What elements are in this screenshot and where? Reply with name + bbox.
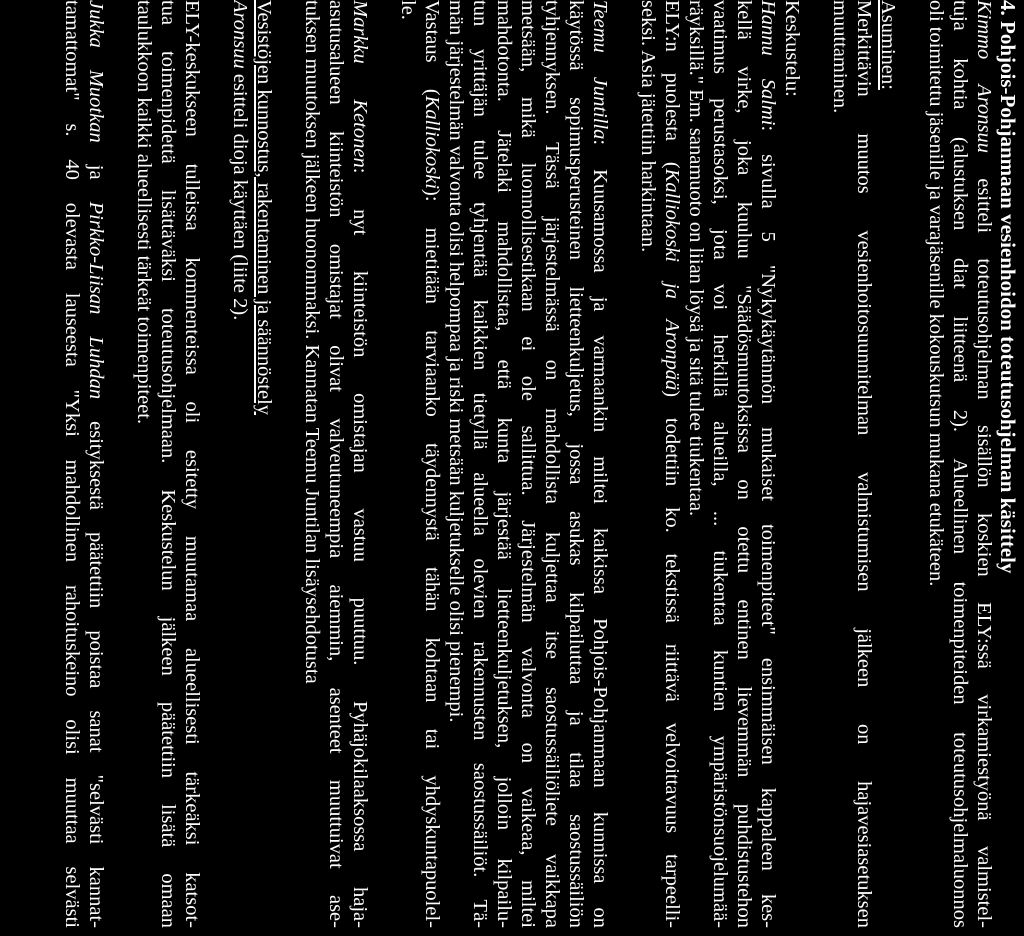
subheading-keskustelu: Keskustelu: — [781, 0, 803, 97]
text-line: ELY:n puolesta (Kalliokoski ja Aronpää) todettiin ko. tekstissä riittävä velvoittavuus tarpeelli- — [661, 0, 683, 928]
spacer — [900, 0, 924, 928]
person-name: Hannu Salmi — [757, 0, 779, 126]
text-line: räyksillä." Em. sanamuoto on liian löysä ja sitä tulee tiukentaa. — [685, 0, 707, 517]
text-line: Hannu Salmi: sivulla 5 "Nykykäytännön mukaiset toimenpiteet" ensimmäisen kappaleen kes- — [757, 0, 779, 928]
text-line: män järjestelmän valvonta olisi helpompaa ja riski metsään kuljetukselle olisi pienempi. — [445, 0, 467, 723]
text-line: Jukka Muotkan ja Pirkko-Liisan Luhdan esityksestä päätettiin poistaa sanat "selvästi kannat- — [85, 0, 107, 928]
spacer — [204, 0, 228, 928]
spacer — [276, 0, 300, 928]
person-name: Kimmo Aronsuu — [973, 0, 995, 153]
text-line: kellä virke, joka kuuluu "Säädösmuutoksissa on otettu entinen lievemmän puhdistustehon — [733, 0, 755, 928]
text-line: ELY-keskukseen tulleissa kommenteissa oli esitetty muutamaa alueellisesti tärkeäksi katsot- — [181, 0, 203, 928]
subheading-vesistot: Vesistöjen kunnostus, rakentaminen ja säännöstely — [253, 0, 275, 416]
section-heading: 4. Pohjois-Pohjanmaan vesienhoidon toteutusohjelman käsittely — [996, 0, 1020, 574]
text-line: Teemu Juntilla: Kuusamossa ja varmaankin miltei kaikissa Pohjois-Pohjanmaan kunnissa on — [589, 0, 611, 928]
person-name: Kalliokoski ja Aronpää — [661, 168, 683, 391]
spacer — [804, 0, 828, 928]
text-line: tamattomat" s. 40 olevasta lauseesta "Yksi mahdollinen rahoituskeino olisi muuttaa selvästi — [61, 0, 83, 928]
spacer — [372, 0, 396, 928]
person-name: Kalliokoski — [421, 95, 443, 190]
spacer — [108, 0, 132, 928]
text-line: Merkittävin muutos vesienhoitosuunnitelman valmistumisen jälkeen on hajavesiasetuksen — [853, 0, 875, 928]
person-name: Teemu Juntilla — [589, 0, 611, 140]
text-line: Vastaus (Kalliokoski): mietitään tarviaanko täydennystä tähän kohtaan tai yhdyskuntapuolel- — [421, 0, 443, 928]
text-line: mahdotonta. Jätelaki mahdollistaa, että kunta järjestää lietteenkuljetuksen, jolloin kilpailu- — [493, 0, 515, 928]
text-line: tyhjennyksen. Tässä järjestelmässä on mahdollista kuljettaa itse saostussäiliöliete vaikkapa — [541, 0, 563, 928]
person-name: Aronsuu — [229, 0, 251, 69]
subheading-asuminen: Asuminen: — [877, 0, 899, 90]
text-line: oli toimitettu jäsenille ja varajäsenille kokouskutsun mukana etukäteen. — [925, 0, 947, 587]
text-line: Aronsuu esitteli dioja käyttäen (liite 2). — [229, 0, 251, 321]
person-name: Jukka Muotkan — [85, 0, 107, 143]
text-line: asutusalueen kiinteistön omistajat olivat valveutuneempia aiemmin, asenteet muuttuivat ase- — [325, 0, 347, 928]
text-line: tuksen muutoksen jälkeen huonommaksi. Kannatan Teemu Juntilan lisäysehdotusta — [301, 0, 323, 684]
text-line: käytössä sopimusperusteinen lietteenkuljetus, jossa asukas kilpailuttaa ja tilaa saostussäiliön — [565, 0, 587, 928]
text-line: le. — [397, 0, 419, 20]
text-line: tun yrittäjän tulee tyhjentää kaikkien tietyllä alueella olevien rakennusten saostussäiliöt. Tä- — [469, 0, 491, 928]
text-line: tuja kohtia (alustuksen diat liitteenä 2). Alueellinen toimenpiteiden toteutusohjelmaluonnos — [949, 0, 971, 928]
text-line: Kimmo Aronsuu esitteli toteutusohjelman sisällön koskien ELY:ssä virkamiestyönä valmistel- — [973, 0, 995, 928]
text-line: taulukkoon kaikki alueellisesti tärkeät toimenpiteet. — [133, 0, 155, 425]
person-name: Markku Ketonen — [349, 0, 371, 168]
text-line: seksi. Asia jätettiin harkintaan. — [637, 0, 659, 253]
spacer — [612, 0, 636, 928]
person-name: Pirkko-Liisan Luhdan — [85, 201, 107, 400]
text-line: tua toimenpidettä lisättäväksi toteutusohjelmaan. Keskustelun jälkeen päätettiin lisätä omaan — [157, 0, 179, 928]
text-line: vaatimus perustasoksi, jota voi herkillä alueilla, ... tiukentaa kuntien ympäristönsuojelumää- — [709, 0, 731, 928]
text-line: Markku Ketonen: nyt kiinteistön omistajan vastuu puuttuu. Pyhäjokilaaksossa haja- — [349, 0, 371, 928]
text-line: metsään, mikä luonnollisestikaan ei ole sallittua. Järjestelmän valvonta on vaikeaa, miltei — [517, 0, 539, 928]
text-line: muuttaminen. — [829, 0, 851, 114]
